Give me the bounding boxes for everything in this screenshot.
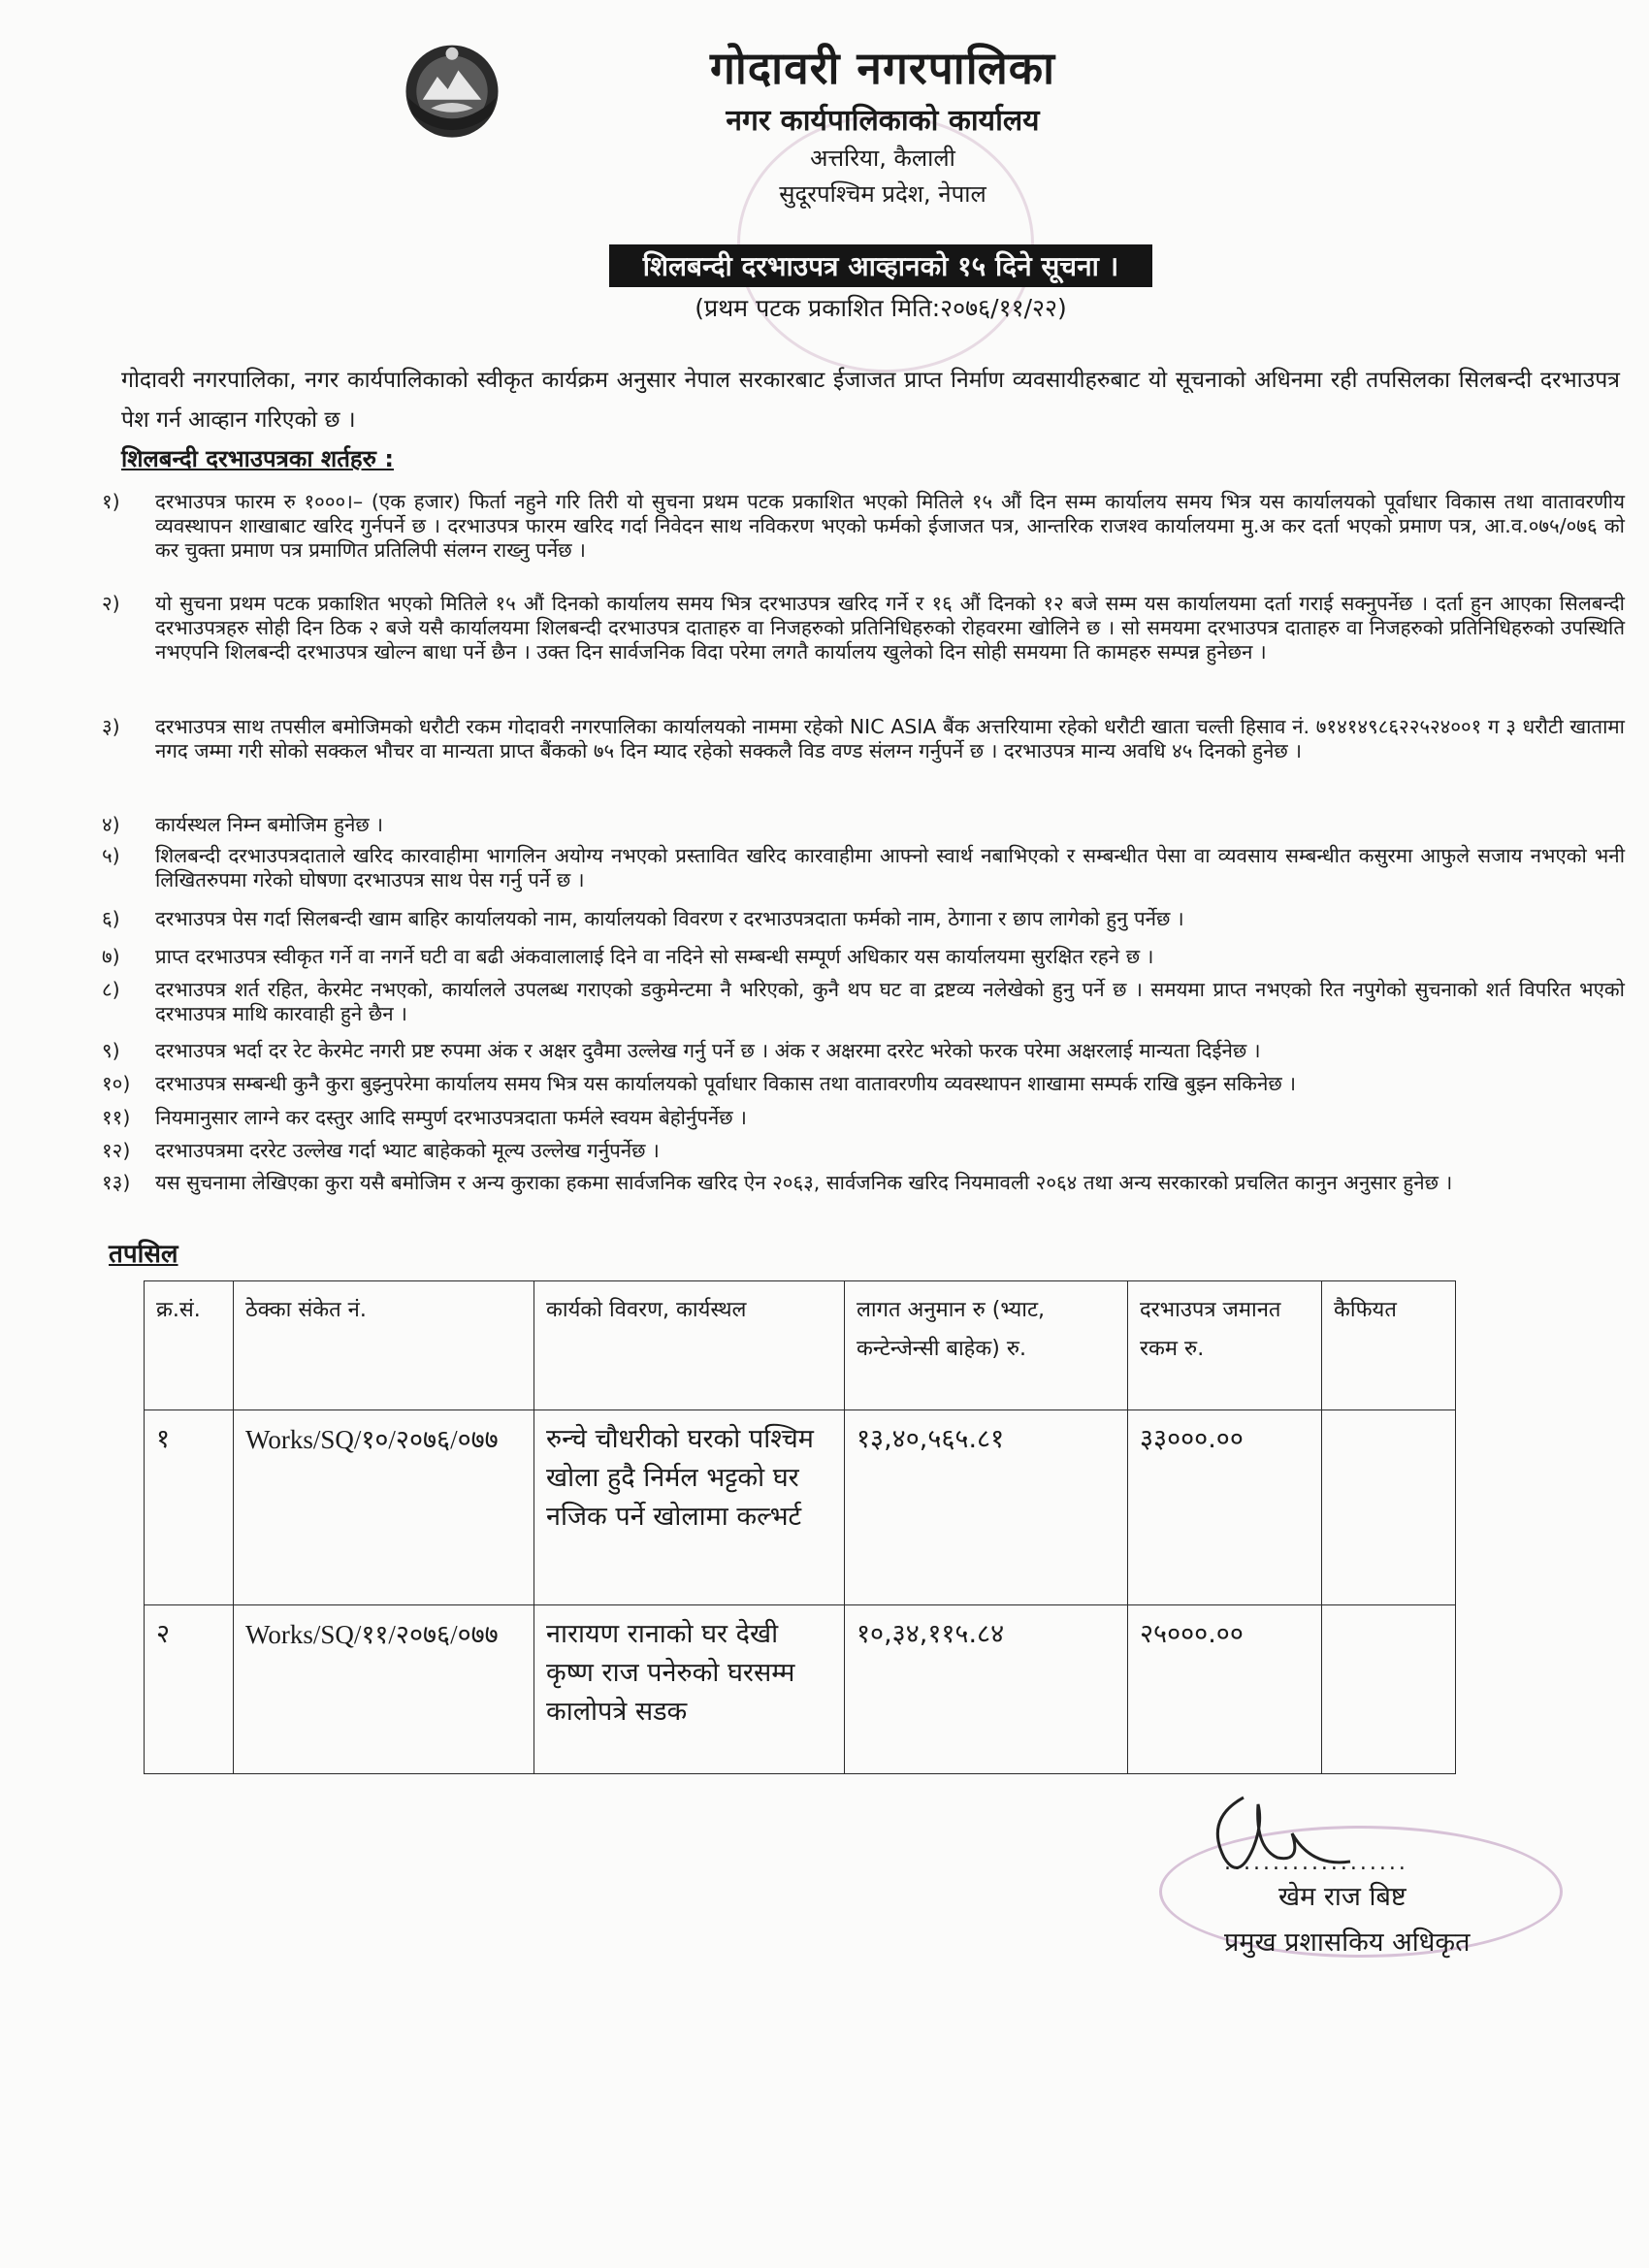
condition-text: दरभाउपत्र पेस गर्दा सिलबन्दी खाम बाहिर कार्यालयको नाम, कार्यालयको विवरण र दरभाउपत्रदाता फर्मको नाम, ठेगाना र छाप लागेको हुनु पर्नेछ । (155, 907, 1184, 930)
col-header-description: कार्यको विवरण, कार्यस्थल (534, 1281, 845, 1410)
condition-item (102, 715, 1625, 763)
condition-item (102, 1072, 1625, 1096)
condition-text: नियमानुसार लाग्ने कर दस्तुर आदि सम्पुर्ण दरभाउपत्रदाता फर्मले स्वयम बेहोर्नुपर्नेछ । (155, 1106, 747, 1129)
condition-item (102, 1171, 1625, 1195)
publication-date: (प्रथम पटक प्रकाशित मिति:२०७६/११/२२) (695, 294, 1067, 322)
condition-number: २) (102, 592, 120, 615)
cell-description: नारायण रानाको घर देखी कृष्ण राज पनेरुको घरसम्म कालोपत्रे सडक (534, 1605, 845, 1774)
condition-text: यो सुचना प्रथम पटक प्रकाशित भएको मितिले १५ औं दिनको कार्यालय समय भित्र दरभाउपत्र खरिद गर्ने र १६ औं दिनको १२ बजे सम्म यस कार्यालयमा दर्ता गराई सक्नुपर्नेछ । दर्ता हुन आएका सिलबन्दी दरभाउपत्रहरु सोही दिन ठिक २ बजे यसै कार्यालयमा शिलबन्दी दरभाउपत्र दाताहरु वा निजहरुको प्रतिनिधिहरुको रोहवरमा खोलिने छ । सो समयमा दरभाउपत्र दाताहरु वा निजहरुको प्रतिनिधिहरुको उपस्थिति नभएपनि शिलबन्दी दरभाउपत्र खोल्न बाधा पर्ने छैन । उक्त दिन सार्वजनिक विदा परेमा लगतै कार्यालय खुलेको दिन सोही समयमा ति कामहरु सम्पन्न हुनेछन । (155, 592, 1625, 664)
cell-estimate: १०,३४,११५.८४ (845, 1605, 1128, 1774)
nepal-emblem-icon (400, 37, 504, 142)
condition-number: ५) (102, 844, 120, 867)
condition-item (102, 592, 1625, 664)
condition-number: ११) (102, 1106, 131, 1129)
condition-item (102, 907, 1625, 931)
col-header-estimate: लागत अनुमान रु (भ्याट, कन्टेन्जेन्सी बाहेक) रु. (845, 1281, 1128, 1410)
office-name: नगर कार्यपालिकाको कार्यालय (726, 104, 1040, 138)
cell-sn: १ (145, 1410, 234, 1605)
condition-number: १०) (102, 1072, 131, 1095)
condition-number: ९) (102, 1039, 120, 1062)
table-header-row (145, 1281, 1456, 1410)
col-header-remarks: कैफियत (1322, 1281, 1456, 1410)
condition-item (102, 978, 1625, 1026)
condition-text: दरभाउपत्र शर्त रहित, केरमेट नभएको, कार्यालले उपलब्ध गराएको डकुमेन्टमा नै भरिएको, कुनै थप घट वा द्रष्टव्य नलेखेको हुनु पर्ने छ । समयमा प्राप्त नभएको रित नपुगेको सुचनाको शर्त विपरित भएको दरभाउपत्र माथि कारवाही हुने छैन । (155, 978, 1625, 1025)
table-row (145, 1605, 1456, 1774)
cell-code: Works/SQ/११/२०७६/०७७ (234, 1605, 534, 1774)
condition-number: १) (102, 490, 120, 513)
col-header-security: दरभाउपत्र जमानत रकम रु. (1128, 1281, 1322, 1410)
cell-remarks (1322, 1605, 1456, 1774)
condition-number: ६) (102, 907, 120, 930)
condition-item (102, 1106, 1625, 1130)
condition-number: ७) (102, 945, 120, 968)
cell-security: २५०००.०० (1128, 1605, 1322, 1774)
cell-sn: २ (145, 1605, 234, 1774)
col-header-code: ठेक्का संकेत नं. (234, 1281, 534, 1410)
condition-text: दरभाउपत्र साथ तपसील बमोजिमको धरौटी रकम गोदावरी नगरपालिका कार्यालयको नाममा रहेको NIC ASIA बैंक अत्तरियामा रहेको धरौटी खाता चल्ती हिसाव नं. ७१४१४९८६२२५२४००१ ग ३ धरौटी खातामा नगद जम्मा गरी सोको सक्कल भौचर वा मान्यता प्राप्त बैंकको ७५ दिन म्याद रहेको सक्कलै विड वण्ड संलग्न गर्नुपर्ने छ । दरभाउपत्र मान्य अवधि ४५ दिनको हुनेछ । (155, 715, 1625, 762)
signer-designation: प्रमुख प्रशासकिय अधिकृत (1224, 1928, 1471, 1958)
cell-description: रुन्चे चौधरीको घरको पश्चिम खोला हुदै निर्मल भट्टको घर नजिक पर्ने खोलामा कल्भर्ट (534, 1410, 845, 1605)
condition-item (102, 813, 1625, 837)
condition-number: ४) (102, 813, 120, 836)
conditions-title: शिलबन्दी दरभाउपत्रका शर्तहरु : (121, 445, 394, 472)
condition-item (102, 844, 1625, 892)
condition-text: दरभाउपत्र भर्दा दर रेट केरमेट नगरी प्रष्ट रुपमा अंक र अक्षर दुवैमा उल्लेख गर्नु पर्ने छ । अंक र अक्षरमा दररेट भरेको फरक परेमा अक्षरलाई मान्यता दिईनेछ । (155, 1039, 1261, 1062)
condition-text: दरभाउपत्र फारम रु १०००।– (एक हजार) फिर्ता नहुने गरि तिरी यो सुचना प्रथम पटक प्रकाशित भएको मितिले १५ औं दिन सम्म कार्यालय समय भित्र यस कार्यालयको पूर्वाधार विकास तथा वातावरणीय व्यवस्थापन शाखाबाट खरिद गुर्नपर्ने छ । दरभाउपत्र फारम खरिद गर्दा निवेदन साथ नविकरण भएको फर्मको ईजाजत पत्र, आन्तरिक राजश्व कार्यालयमा मु.अ कर दर्ता भएको प्रमाण पत्र, आ.व.०७५/०७६ को कर चुक्ता प्रमाण पत्र प्रमाणित प्रतिलिपी संलग्न राख्नु पर्नेछ । (155, 490, 1625, 562)
works-table (144, 1280, 1456, 1774)
condition-number: १२) (102, 1139, 131, 1162)
table-row (145, 1410, 1456, 1605)
cell-estimate: १३,४०,५६५.८१ (845, 1410, 1128, 1605)
condition-text: प्राप्त दरभाउपत्र स्वीकृत गर्ने वा नगर्ने घटी वा बढी अंकवालालाई दिने वा नदिने सो सम्बन्धी सम्पूर्ण अधिकार यस कार्यालयमा सुरक्षित रहने छ । (155, 945, 1154, 968)
location-line2: सुदूरपश्चिम प्रदेश, नेपाल (779, 180, 986, 208)
condition-text: कार्यस्थल निम्न बमोजिम हुनेछ । (155, 813, 384, 836)
condition-text: दरभाउपत्र सम्बन्धी कुनै कुरा बुझ्नुपरेमा कार्यालय समय भित्र यस कार्यालयको पूर्वाधार विकास तथा वातावरणीय व्यवस्थापन शाखामा सम्पर्क राखि बुझ्न सकिनेछ । (155, 1072, 1297, 1095)
signer-name: खेम राज बिष्ट (1278, 1882, 1406, 1912)
condition-item (102, 490, 1625, 563)
condition-item (102, 1139, 1625, 1163)
col-header-sn: क्र.सं. (145, 1281, 234, 1410)
cell-code: Works/SQ/१०/२०७६/०७७ (234, 1410, 534, 1605)
condition-number: ८) (102, 978, 120, 1001)
condition-number: १३) (102, 1171, 131, 1194)
condition-text: शिलबन्दी दरभाउपत्रदाताले खरिद कारवाहीमा भागलिन अयोग्य नभएको प्रस्तावित खरिद कारवाहीमा आफ्नो स्वार्थ नबाभिएको र सम्बन्धीत पेसा वा व्यवसाय सम्बन्धीत कसुरमा आफुले सजाय नभएको भनी लिखितरुपमा गरेको घोषणा दरभाउपत्र साथ पेस गर्नु पर्ने छ । (155, 844, 1625, 891)
condition-item (102, 1039, 1625, 1063)
condition-text: दरभाउपत्रमा दररेट उल्लेख गर्दा भ्याट बाहेकको मूल्य उल्लेख गर्नुपर्नेछ । (155, 1139, 660, 1162)
intro-paragraph: गोदावरी नगरपालिका, नगर कार्यपालिकाको स्वीकृत कार्यक्रम अनुसार नेपाल सरकारबाट ईजाजत प्राप्त निर्माण व्यवसायीहरुबाट यो सूचनाको अधिनमा रही तपसिलका सिलबन्दी दरभाउपत्र पेश गर्न आव्हान गरिएको छ । (121, 368, 1620, 433)
condition-text: यस सुचनामा लेखिएका कुरा यसै बमोजिम र अन्य कुराका हकमा सार्वजनिक खरिद ऐन २०६३, सार्वजनिक खरिद नियमावली २०६४ तथा अन्य सरकारको प्रचलित कानुन अनुसार हुनेछ । (155, 1171, 1453, 1194)
cell-remarks (1322, 1410, 1456, 1605)
org-name: गोदावरी नगरपालिका (709, 42, 1056, 94)
condition-number: ३) (102, 715, 120, 738)
signature-line: ................... (1224, 1851, 1408, 1875)
condition-item (102, 945, 1625, 969)
location-line1: अत्तरिया, कैलाली (810, 145, 955, 172)
schedule-title: तपसिल (109, 1240, 178, 1269)
notice-title: शिलबन्दी दरभाउपत्र आव्हानको १५ दिने सूचना । (609, 244, 1152, 287)
cell-security: ३३०००.०० (1128, 1410, 1322, 1605)
